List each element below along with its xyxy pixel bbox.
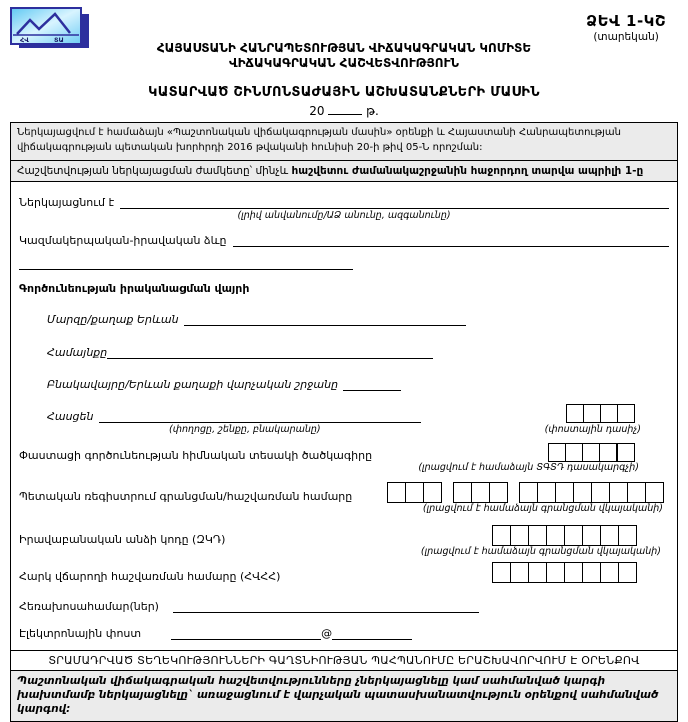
postal-code-note: (փոստային դասիչ) <box>544 424 641 435</box>
code-box-cell[interactable] <box>617 404 635 423</box>
registry-boxes-group1[interactable] <box>387 482 442 503</box>
form-code: ՁԵՎ 1-ԿՇ <box>586 12 666 30</box>
code-box-cell[interactable] <box>582 443 600 462</box>
settlement-row <box>47 378 669 391</box>
presented-by-input-line[interactable] <box>120 196 669 209</box>
presented-by-note: (լրիվ անվանումը/ԱՁ անունը, ազգանունը) <box>237 210 451 221</box>
logo-text-right: ՏԱ <box>54 36 64 44</box>
settlement-input-line[interactable] <box>343 378 401 391</box>
code-box-cell[interactable] <box>546 525 565 546</box>
registry-row <box>19 482 669 503</box>
code-box-cell[interactable] <box>489 482 508 503</box>
marz-label: Մարզը/քաղաք Երևան <box>47 313 179 326</box>
zkd-row <box>19 525 669 546</box>
community-label: Համայնքը <box>47 346 108 359</box>
presented-by-label: Ներկայացնում է <box>19 196 115 209</box>
code-box-cell[interactable] <box>600 404 618 423</box>
email-at-sign: @ <box>321 627 333 640</box>
activity-code-boxes[interactable] <box>548 443 635 462</box>
community-row <box>47 346 669 359</box>
legal-form-row <box>19 234 669 247</box>
code-box-cell[interactable] <box>609 482 628 503</box>
deadline-section <box>11 161 677 182</box>
logo-text-left: ՀՎ <box>20 36 29 44</box>
code-box-cell[interactable] <box>528 562 547 583</box>
phone-input-line[interactable] <box>173 600 479 613</box>
marz-input-line[interactable] <box>184 313 466 326</box>
code-box-cell[interactable] <box>599 443 617 462</box>
deadline-bold: հաշվետու ժամանակաշրջանին հաջորդող տարվա ապրիլի 1-ը <box>291 165 644 177</box>
address-note: (փողոցը, շենքը, բնակարանը) <box>169 424 321 435</box>
code-box-cell[interactable] <box>453 482 472 503</box>
address-label: Հասցեն <box>47 410 94 423</box>
code-box-cell[interactable] <box>582 525 601 546</box>
presented-by-row <box>19 196 669 209</box>
code-box-cell[interactable] <box>405 482 424 503</box>
email-label: Էլեկտրոնային փոստ <box>19 627 142 640</box>
code-box-cell[interactable] <box>618 562 637 583</box>
email-row <box>19 627 669 640</box>
registry-boxes-group3[interactable] <box>519 482 664 503</box>
legal-form-input-line-2[interactable] <box>19 257 353 270</box>
code-box-cell[interactable] <box>591 482 610 503</box>
activity-code-row <box>19 443 669 462</box>
email-input-line-domain[interactable] <box>332 627 412 640</box>
org-header <box>0 0 688 71</box>
location-heading: Գործունեության իրականացման վայրի <box>19 282 250 295</box>
activity-code-note: (լրացվում է համաձայն ՏԳՏԴ դասակարգչի) <box>418 462 639 473</box>
code-box-cell[interactable] <box>583 404 601 423</box>
address-row <box>47 404 669 423</box>
code-box-cell[interactable] <box>616 443 635 462</box>
form-body-section <box>11 182 677 651</box>
report-type: ՎԻՃԱԿԱԳՐԱԿԱՆ ՀԱՇՎԵՏՎՈՒԹՅՈՒՆ <box>228 56 459 70</box>
legal-form-input-line[interactable] <box>233 234 670 247</box>
code-box-cell[interactable] <box>423 482 442 503</box>
year-prefix: 20 <box>309 104 325 118</box>
code-box-cell[interactable] <box>573 482 592 503</box>
registry-label: Պետական ռեգիստրում գրանցման/հաշվառման համարը <box>19 490 353 503</box>
legal-form-label: Կազմակերպական-իրավական ձևը <box>19 234 227 247</box>
code-box-cell[interactable] <box>566 404 584 423</box>
address-notes-spacer <box>321 424 545 435</box>
registry-note: (լրացվում է համաձայն գրանցման վկայականի) <box>422 503 663 514</box>
code-box-cell[interactable] <box>519 482 538 503</box>
code-box-cell[interactable] <box>492 562 511 583</box>
community-input-line[interactable] <box>107 346 433 359</box>
address-notes-row <box>19 424 669 435</box>
code-box-cell[interactable] <box>600 525 619 546</box>
hvhh-boxes[interactable] <box>492 562 637 583</box>
legal-basis-section: Ներկայացվում է համաձայն «Պաշտոնական վիճակագրության մասին» օրենքի և Հայաստանի Հանրապետության վիճակագրության պետական խորհրդի 2016 թվականի հունիսի 20-ի թիվ 05-Ն որոշման: <box>11 123 677 161</box>
code-box-cell[interactable] <box>600 562 619 583</box>
form-periodicity: (տարեկան) <box>593 31 659 43</box>
code-box-cell[interactable] <box>582 562 601 583</box>
code-box-cell[interactable] <box>565 443 583 462</box>
code-box-cell[interactable] <box>627 482 646 503</box>
code-box-cell[interactable] <box>564 525 583 546</box>
activity-code-label: Փաստացի գործունեության հիմնական տեսակի ծածկագիրը <box>19 449 373 462</box>
year-input-line[interactable] <box>328 103 362 115</box>
code-box-cell[interactable] <box>548 443 566 462</box>
form-code-block <box>586 12 666 43</box>
email-input-line-local[interactable] <box>171 627 321 640</box>
armstat-logo-graphic <box>10 7 94 53</box>
code-box-cell[interactable] <box>510 525 529 546</box>
phone-label: Հեռախոսահամար(ներ) <box>19 600 159 613</box>
committee-name: ՀԱՅԱՍՏԱՆԻ ՀԱՆՐԱՊԵՏՈՒԹՅԱՆ ՎԻՃԱԿԱԳՐԱԿԱՆ ԿՈՄԻՏԵ <box>156 41 532 55</box>
code-box-cell[interactable] <box>645 482 664 503</box>
marz-row <box>47 313 669 326</box>
zkd-boxes[interactable] <box>492 525 637 546</box>
year-suffix: թ. <box>366 104 379 118</box>
code-box-cell[interactable] <box>564 562 583 583</box>
phone-row <box>19 600 669 613</box>
hvhh-row <box>19 562 669 583</box>
zkd-label: Իրավաբանական անձի կոդը (ԶԿԴ) <box>19 533 226 546</box>
zkd-note: (լրացվում է համաձայն գրանցման վկայականի) <box>420 546 661 557</box>
code-box-cell[interactable] <box>471 482 490 503</box>
code-box-cell[interactable] <box>546 562 565 583</box>
form-frame <box>10 122 678 722</box>
year-line <box>0 103 688 118</box>
code-box-cell[interactable] <box>510 562 529 583</box>
code-box-cell[interactable] <box>618 525 637 546</box>
settlement-label: Բնակավայրը/Երևան քաղաքի վարչական շրջանը <box>47 378 339 391</box>
confidentiality-banner: ՏՐԱՄԱԴՐՎԱԾ ՏԵՂԵԿՈՒԹՅՈՒՆՆԵՐԻ ԳԱՂՏՆԻՈՒԹՅԱՆ ՊԱՀՊԱՆՈՒՄԸ ԵՐԱՇԽԱՎՈՐՎՈՒՄ Է ՕՐԵՆՔՈՎ <box>11 651 677 671</box>
deadline-prefix: Հաշվետվության ներկայացման ժամկետը՝ մինչև <box>17 165 292 177</box>
code-box-cell[interactable] <box>387 482 406 503</box>
hvhh-label: Հարկ վճարողի հաշվառման համարը (ՀՎՀՀ) <box>19 570 281 583</box>
code-box-cell[interactable] <box>537 482 556 503</box>
address-input-line[interactable] <box>99 410 421 423</box>
report-title: ԿԱՏԱՐՎԱԾ ՇԻՆՄՈՆՏԱԺԱՅԻՆ ԱՇԽԱՏԱՆՔՆԵՐԻ ՄԱՍԻՆ <box>148 85 540 100</box>
postal-code-boxes[interactable] <box>566 404 635 423</box>
armstat-logo <box>10 7 94 53</box>
warning-note: Պաշտոնական վիճակագրական հաշվետվությունները չներկայացնելը կամ սահմանված կարգի խախտմամբ ներկայացնելը` առաջացնում է վարչական պատասխանատվություն օրենքով սահմանված կարգով: <box>11 671 677 721</box>
registry-boxes-group2[interactable] <box>453 482 508 503</box>
code-box-cell[interactable] <box>555 482 574 503</box>
code-box-cell[interactable] <box>528 525 547 546</box>
code-box-cell[interactable] <box>492 525 511 546</box>
